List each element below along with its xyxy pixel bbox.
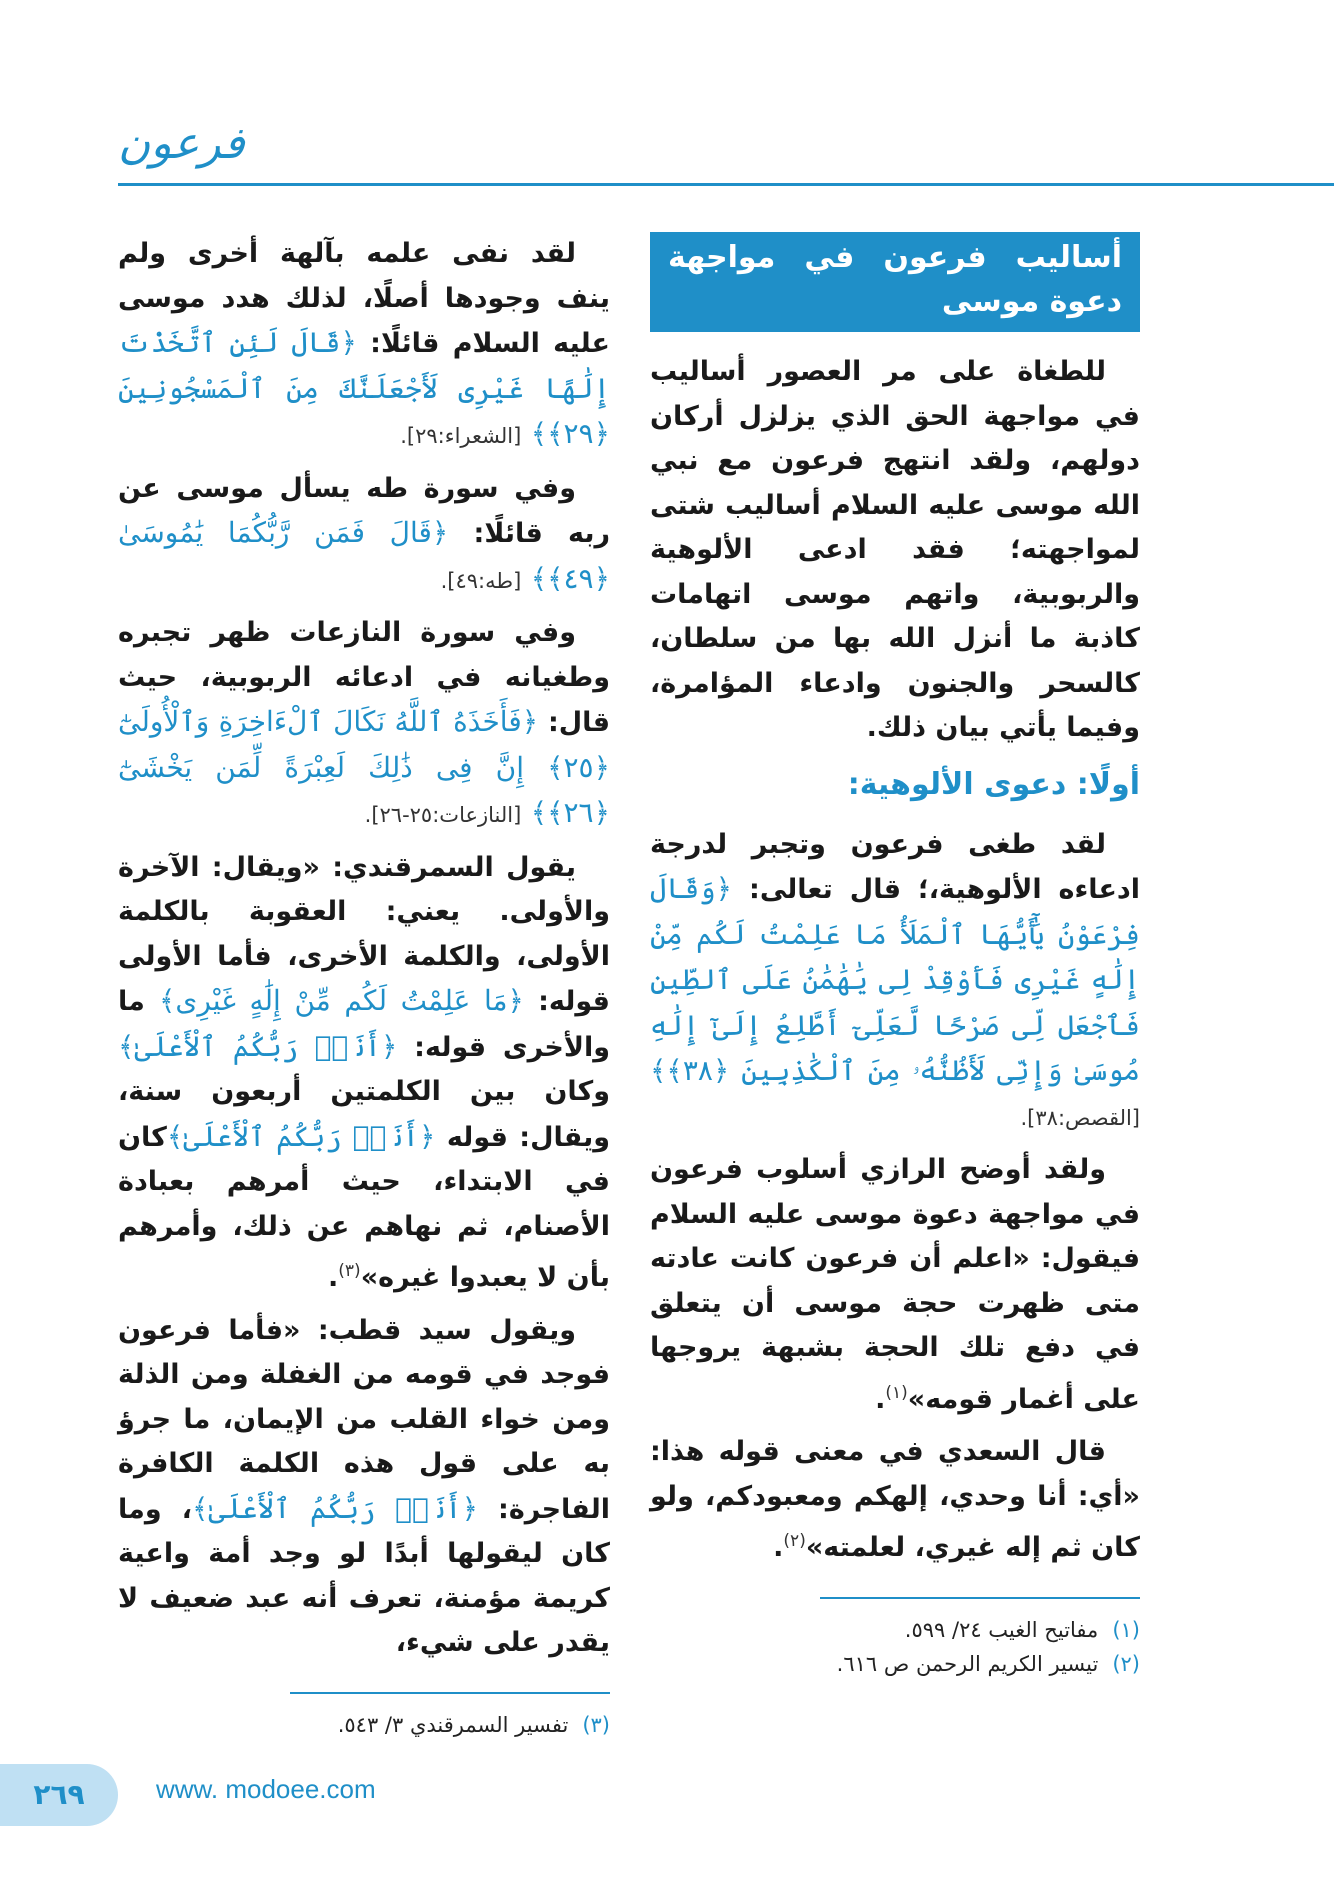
quran-verse: ﴿وَقَالَ فِرْعَوْنُ يَٰٓأَيُّهَا ٱلْمَلَأُ مَا عَلِمْتُ لَكُم مِّنْ إِلَٰهٍ غَيْرِى فَأَوْقِدْ لِى يَٰهَٰمَٰنُ عَلَى ٱلطِّينِ فَٱجْعَل لِّى صَرْحًا لَّعَلِّىٓ أَطَّلِعُ إِلَىٰٓ إِلَٰهِ مُوسَىٰ وَإِنِّى لَأَظُنُّهُۥ مِنَ ٱلْكَٰذِبِينَ ﴿٣٨﴾﴾ (650, 872, 1140, 1087)
quran-verse: ﴿قَالَ لَئِنِ ٱتَّخَذْتَ إِلَٰهًا غَيْرِى لَأَجْعَلَنَّكَ مِنَ ٱلْمَسْجُونِينَ ﴿٢٩﴾﴾ (118, 326, 610, 450)
paragraph-text: وكان بين الكلمتين أربعون سنة، ويقال: قوله (118, 1076, 610, 1153)
paragraph-text: قال السعدي في معنى قوله هذا: «أي: أنا وحدي، إلهكم ومعبودكم، ولو كان ثم إله غيري، لعلمته» (650, 1436, 1140, 1563)
footnote-number: (٣) (582, 1712, 610, 1737)
verse-reference: [النازعات:٢٥-٢٦]. (364, 803, 522, 827)
right-column (650, 232, 1140, 1681)
paragraph (118, 611, 610, 838)
quran-verse: ﴿أَنَا۠ رَبُّكُمُ ٱلْأَعْلَىٰ﴾ (166, 1119, 436, 1153)
paragraph-text: ولقد أوضح الرازي أسلوب فرعون في مواجهة دعوة موسى عليه السلام فيقول: «اعلم أن فرعون كانت عادته متى ظهرت حجة موسى أن يتعلق في دفع تلك الحجة بشبهة يروجها على أغمار قومه» (650, 1154, 1140, 1415)
paragraph-text: وفي سورة النازعات ظهر تجبره وطغيانه في ادعائه الربوبية، حيث قال: (118, 617, 610, 738)
quran-verse: ﴿مَا عَلِمْتُ لَكُم مِّنْ إِلَٰهٍ غَيْرِى﴾ (159, 984, 524, 1017)
quran-verse: ﴿قَالَ فَمَن رَّبُّكُمَا يَٰمُوسَىٰ ﴿٤٩﴾﴾ (118, 516, 610, 595)
footnote (118, 1708, 610, 1742)
footnote (650, 1613, 1140, 1647)
quran-verse: ﴿أَنَا۠ رَبُّكُمُ ٱلْأَعْلَىٰ﴾ (191, 1491, 478, 1525)
paragraph-text: لقد نفى علمه بآلهة أخرى ولم ينف وجودها أصلًا، لذلك هدد موسى عليه السلام قائلًا: (118, 238, 610, 359)
verse-reference: [طه:٤٩]. (440, 568, 522, 593)
verse-reference: [الشعراء:٢٩]. (400, 424, 522, 448)
paragraph-text: وفي سورة طه يسأل موسى عن ربه قائلًا: (118, 472, 610, 549)
footnote-marker[interactable]: (١) (885, 1382, 908, 1403)
paragraph-text: كان في الابتداء، حيث أمرهم بعبادة الأصنام، ثم نهاهم عن ذلك، وأمرهم بأن لا يعبدوا غيره» (118, 1121, 610, 1293)
quran-verse: ﴿فَأَخَذَهُ ٱللَّهُ نَكَالَ ٱلْءَاخِرَةِ وَٱلْأُولَىٰٓ ﴿٢٥﴾ إِنَّ فِى ذَٰلِكَ لَعِبْرَةً لِّمَن يَخْشَىٰٓ ﴿٢٦﴾﴾ (118, 705, 610, 829)
paragraph-text: يقول السمرقندي: «ويقال: الآخرة والأولى. يعني: العقوبة بالكلمة الأولى، والكلمة الأخرى، فأما الأولى قوله: (118, 851, 610, 1017)
verse-reference: [القصص:٣٨]. (1020, 1105, 1140, 1130)
footnote-text: تيسير الكريم الرحمن ص ٦١٦. (836, 1651, 1099, 1676)
paragraph (118, 467, 610, 604)
subheading: أولًا: دعوى الألوهية: (847, 766, 1140, 802)
footnote-marker[interactable]: (٢) (783, 1531, 806, 1551)
paragraph-text: للطغاة على مر العصور أساليب في مواجهة الحق الذي يزلزل أركان دولهم، ولقد انتهج فرعون مع نبي الله موسى عليه السلام أساليب شتى لمواجهته؛ فقد ادعى الألوهية والربوبية، واتهم موسى اتهامات كاذبة ما أنزل الله بها من سلطان، كالسحر والجنون وادعاء المؤامرة، وفيما يأتي بيان ذلك. (650, 356, 1140, 743)
paragraph: قال السعدي في معنى قوله هذا: «أي: أنا وحدي، إلهكم ومعبودكم، ولو كان ثم إله غيري، لعلمته»$^{(٢)}$. (650, 1436, 1140, 1563)
paragraph (650, 350, 1140, 751)
footnote-number: (١) (1112, 1617, 1140, 1642)
left-column (118, 232, 610, 1742)
page-number: ٢٦٩ (0, 1764, 118, 1826)
paragraph-text: لقد طغى فرعون وتجبر لدرجة ادعاءه الألوهية،؛ قال تعالى: (650, 828, 1140, 905)
footnote-divider (290, 1692, 610, 1694)
paragraph (650, 823, 1140, 1141)
running-header-title: فرعون (118, 118, 245, 169)
paragraph: ولقد أوضح الرازي أسلوب فرعون في مواجهة دعوة موسى عليه السلام فيقول: «اعلم أن فرعون كانت عادته متى ظهرت حجة موسى أن يتعلق في دفع تلك الحجة بشبهة يروجها على أغمار قومه»$^{(١)}$. (650, 1154, 1140, 1415)
paragraph (118, 1309, 610, 1666)
footnote-text: مفاتيح الغيب ٢٤/ ٥٩٩. (904, 1617, 1099, 1642)
section-title: أساليب فرعون في مواجهة دعوة موسى (650, 232, 1140, 332)
footnote-number: (٢) (1112, 1651, 1140, 1676)
paragraph: يقول السمرقندي: «ويقال: الآخرة والأولى. يعني: العقوبة بالكلمة الأولى، والكلمة الأخرى، فأما الأولى قوله: ﴿مَا عَلِمْتُ لَكُم مِّنْ إِلَٰهٍ غَيْرِى﴾ ما والأخرى قوله: ﴿أَنَا۠ رَبُّكُمُ ٱلْأَعْلَىٰ﴾ وكان بين الكلمتين أربعون سنة، ويقال: قوله ﴿أَنَا۠ رَبُّكُمُ ٱلْأَعْلَىٰ﴾كان في الابتداء، حيث أمرهم بعبادة الأصنام، ثم نهاهم عن ذلك، وأمرهم بأن لا يعبدوا غيره»$^{(٣)}$. (118, 851, 610, 1293)
header-divider (118, 183, 1334, 186)
footnote-divider (820, 1597, 1140, 1599)
paragraph-text: ما والأخرى قوله: (118, 986, 610, 1063)
paragraph-text: ويقول سيد قطب: «فأما فرعون فوجد في قومه من الغفلة ومن الذلة ومن خواء القلب من الإيمان، ما جرؤ به على قول هذه الكلمة الكافرة الفاجرة: (118, 1314, 611, 1525)
footnote-text: تفسير السمرقندي ٣/ ٥٤٣. (337, 1712, 569, 1737)
website-link[interactable]: www. modoee.com (156, 1774, 376, 1804)
paragraph-text: ، وما كان ليقولها أبدًا لو وجد أمة واعية كريمة مؤمنة، تعرف أنه عبد ضعيف لا يقدر على شيء، (118, 1493, 610, 1658)
footnote (650, 1647, 1140, 1681)
footnote-marker[interactable]: (٣) (338, 1261, 361, 1281)
paragraph (118, 232, 610, 459)
quran-verse: ﴿أَنَا۠ رَبُّكُمُ ٱلْأَعْلَىٰ﴾ (118, 1029, 398, 1063)
